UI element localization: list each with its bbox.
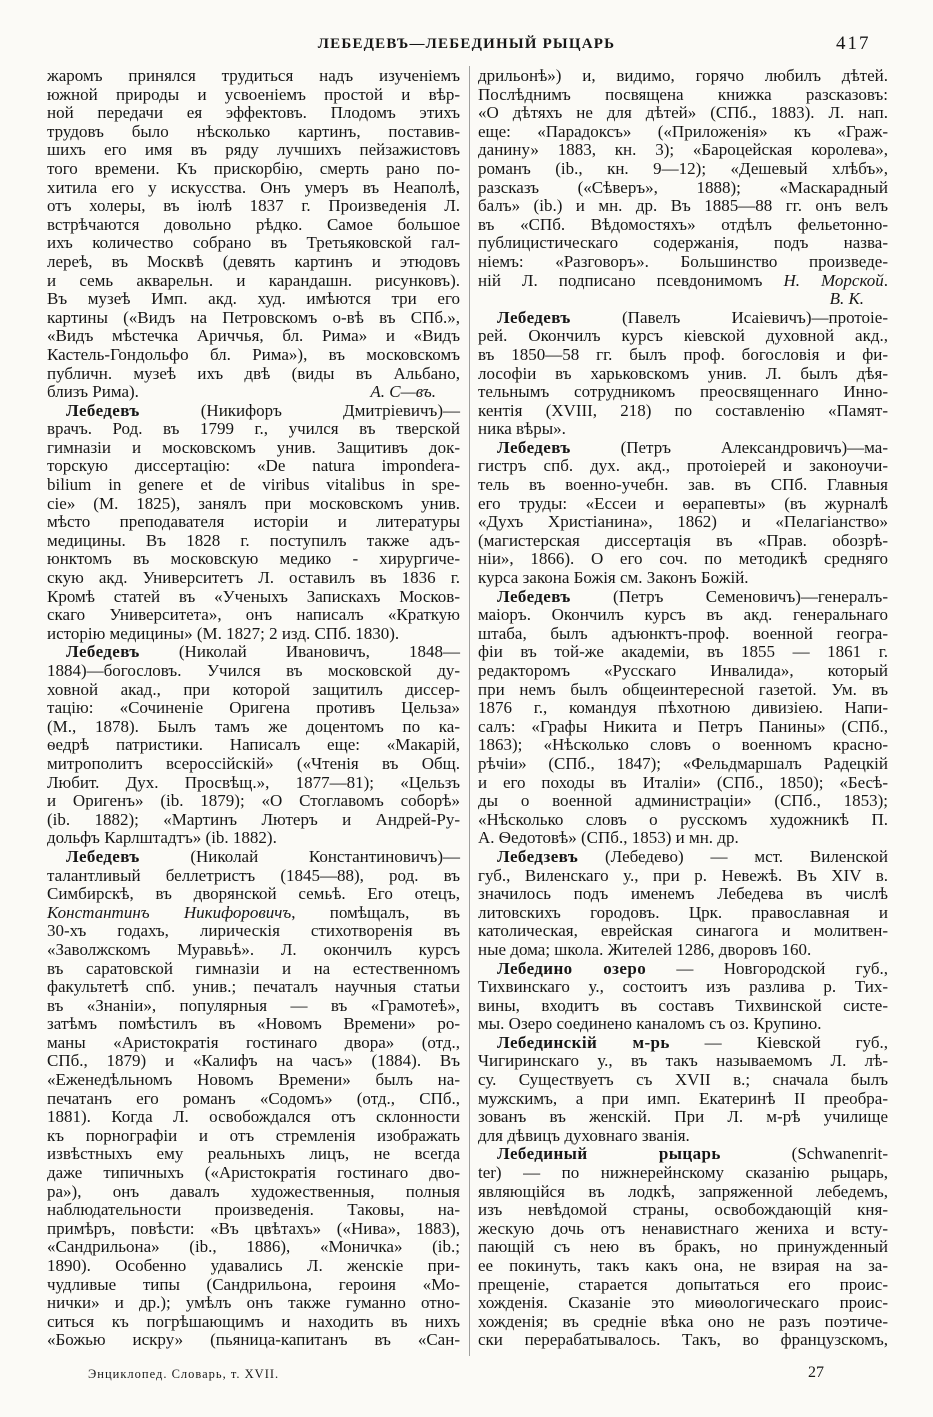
- text-line: лереѣ, въ Москвѣ (девять картинъ и этюдовъ: [47, 251, 460, 271]
- text-line: балъ» (ib.) и мн. др. Въ 1885—88 гг. онъ велъ: [478, 196, 888, 216]
- text-line: ховной акад., при которой защитилъ диссер-: [47, 679, 460, 699]
- text-line: нички» и др.); умѣлъ онъ также гуманно отно-: [47, 1293, 460, 1313]
- text-line: 1876 г., командуя пѣхотною дивизіею. Напи-: [478, 698, 888, 718]
- text-line: (магистерская диссертація въ «Прав. обозрѣ-: [478, 530, 888, 550]
- text-line: ника вѣры».: [478, 419, 566, 439]
- text-line: дрильонѣ») и, видимо, горячо любилъ дѣтей.: [478, 66, 888, 85]
- text-run: (Павелъ Исаіевичъ)—протоіе-: [570, 307, 888, 327]
- text-line: значилось подъ именемъ Лебедева въ числѣ: [478, 884, 888, 904]
- text-line: [47, 383, 460, 402]
- headword: Лебедевъ: [497, 437, 571, 457]
- text-line: жескую дочь отъ ненавистнаго жениха и всту-: [478, 1218, 888, 1238]
- text-line: су. Существуетъ съ XVII в.; сначала былъ: [478, 1070, 888, 1090]
- text-line: и семь акварельн. и карандашн. рисунковъ).: [47, 270, 460, 290]
- text-line: въ «Знаніи», популярныя — въ «Грамотеѣ»,: [47, 995, 460, 1015]
- text-line: и его походы въ Италіи» (СПб., 1850); «Бесѣ-: [478, 772, 888, 792]
- text-line: при немъ былъ общеинтересной газетой. Ум. въ: [478, 679, 888, 699]
- text-line: скую акд. Университетъ Л. оставилъ въ 1836 г.: [47, 568, 460, 588]
- column-divider: [469, 66, 470, 1356]
- text-line: тацію: «Сочиненіе Оригена противъ Цельза»: [47, 698, 460, 718]
- text-line: ситься къ погрѣшающимъ и находить въ нихъ: [47, 1311, 460, 1331]
- text-line: въ саратовской гимназіи и на естественномъ: [47, 958, 460, 978]
- text-line: 1863); «Нѣсколько словъ о военномъ красно-: [478, 735, 888, 755]
- text-line: ные дома; школа. Жителей 1286, дворовъ 160.: [478, 939, 812, 959]
- text-line: курса закона Божія см. Законъ Божій.: [478, 568, 749, 588]
- italic-name: Константинъ Никифоровичъ: [47, 902, 292, 922]
- text-line: 30-хъ годахъ, лирическія стихотворенія въ: [47, 921, 460, 941]
- text-line: исторію медицины» (М. 1827; 2 изд. СПб. 1830).: [47, 623, 400, 643]
- text-line: ды о военной администраціи» (СПб., 1853);: [478, 791, 888, 811]
- text-line: врачъ. Род. въ 1799 г., учился въ тверской: [47, 419, 460, 439]
- text-run: (Лебедево) — мст. Виленской: [578, 846, 888, 866]
- text-line: разсказъ («Сѣверъ», 1888); «Маскарадный: [478, 177, 888, 197]
- text-line: 1884)—богословъ. Учился въ московской ду-: [47, 661, 460, 680]
- text-run: (Петръ Семеновичъ)—генералъ-: [570, 586, 888, 606]
- text-line: печатанъ его романъ «Содомъ» (отд., СПб.,: [47, 1088, 460, 1108]
- text-line: мѣсто преподавателя исторіи и литературы: [47, 512, 460, 532]
- text-line: являющійся въ лодкѣ, запряженной лебедемъ,: [478, 1181, 888, 1201]
- text-line: СПб., 1879) и «Калифъ на часъ» (1884). Въ: [47, 1051, 460, 1071]
- text-run: (Никифоръ Дмитріевичъ)—: [139, 400, 460, 420]
- headword: Лебедевъ: [66, 642, 140, 662]
- text-line: романъ (ib., кн. 9—12); «Дешевый хлѣбъ»,: [478, 158, 888, 178]
- text-line: къ порнографіи и отъ стремленія изображать: [47, 1125, 460, 1145]
- text-line: изъ невѣдомой страны, освобождающій кня-: [478, 1200, 888, 1220]
- text-line: А. Ѳедотовѣ» (СПб., 1853) и мн. др.: [478, 828, 739, 848]
- text-line: штаба, былъ адъюнктъ-проф. военной геогра-: [478, 623, 888, 643]
- text-line: гимназіи и московскомъ унив. Защитивъ док-: [47, 437, 460, 457]
- text-run: (Николай Константиновичъ)—: [139, 846, 460, 866]
- text-line: «Сандрильона» (ib., 1886), «Моничка» (ib.;: [47, 1237, 460, 1257]
- article-entry: [478, 848, 888, 960]
- text-line: жаромъ принялся трудиться надъ изученіемъ: [47, 66, 460, 85]
- text-line: [478, 272, 888, 291]
- text-line: гистръ спб. дух. акд., протоіерей и законоучи-: [478, 456, 888, 476]
- text-line: рѣчіи» (СПб., 1847); «Фельдмаршалъ Радецкій: [478, 753, 888, 773]
- text-run: ній Л. подписано псевдонимомъ: [478, 270, 784, 290]
- text-line: и Оригенъ» (ib. 1879); «О Стоглавомъ соборѣ»: [47, 791, 460, 811]
- text-line: лософіи въ харьковскомъ унив. Л. былъ дѣя-: [478, 363, 888, 383]
- text-line: [47, 904, 460, 923]
- text-line: затѣмъ помѣстилъ въ «Новомъ Времени» ро-: [47, 1014, 460, 1034]
- text-line: Симбирскѣ, въ дворянской семьѣ. Его отецъ,: [47, 884, 460, 904]
- text-line: публичн. музеѣ ихъ двѣ (виды въ Альбано,: [47, 363, 460, 383]
- running-title: ЛЕБЕДЕВЪ—ЛЕБЕДИНЫЙ РЫЦАРЬ: [317, 36, 616, 52]
- text-line: въ 1850—58 гг. былъ проф. богословія и фи-: [478, 344, 888, 364]
- text-line: кентія (XVIII, 218) по составленію «Памят-: [478, 400, 888, 420]
- article-entry: [47, 643, 460, 848]
- text-line: картины («Видъ на Петровскомъ о-вѣ въ СПб.»,: [47, 307, 460, 327]
- page-number: 417: [836, 33, 871, 54]
- text-line: ной передачи ея эффектовъ. Плодомъ этихъ: [47, 103, 460, 123]
- text-line: «Божью искру» (пьяница-капитанъ въ «Сан-: [47, 1330, 460, 1350]
- text-line: чудливые типы (Сандрильона, героиня «Мо-: [47, 1274, 460, 1294]
- text-line: ски перерабатывалось. Такъ, во французскомъ,: [478, 1330, 888, 1350]
- text-line: Тихвинскаго у., состоитъ изъ разлива р. Тих-: [478, 977, 888, 997]
- text-line: Чигиринскаго у., въ такъ называемомъ Л. лѣ-: [478, 1051, 888, 1071]
- text-line: ра»), онъ давалъ художественныя, полныя: [47, 1181, 460, 1201]
- headword: Лебедевъ: [66, 846, 140, 866]
- text-line: рей. Окончилъ курсъ кіевской духовной акд.,: [478, 326, 888, 346]
- text-run: (Петръ Александровичъ)—ма-: [570, 437, 888, 457]
- text-line: прещеніе, старается допытаться его проис-: [478, 1274, 888, 1294]
- article-entry: [478, 67, 888, 309]
- text-line: Любит. Дух. Просвѣщ.», 1877—81); «Цельзъ: [47, 772, 460, 792]
- text-line: торскую диссертацію: «De natura imponderа-: [47, 456, 460, 476]
- text-line: [47, 402, 460, 421]
- text-line: хожденія. Сказаніе это миѳологическаго проис-: [478, 1293, 888, 1313]
- text-line: ter) — по нижнерейнскому сказанію рыцарь,: [478, 1163, 888, 1183]
- headword: Лебедзевъ: [497, 846, 579, 866]
- text-line: 1881). Когда Л. освобождался отъ склонности: [47, 1107, 460, 1127]
- text-line: Кромѣ статей въ «Ученыхъ Запискахъ Москов-: [47, 586, 460, 606]
- text-line: тельнымъ сотрудникомъ преосвященнаго Инно-: [478, 382, 888, 402]
- headword: Лебединскій м-рь: [497, 1032, 670, 1052]
- text-line: мы. Озеро соединено каналомъ съ оз. Крупино.: [478, 1014, 822, 1034]
- article-entry: [47, 402, 460, 644]
- text-line: встрѣчаются довольно рѣдко. Самое большое: [47, 214, 460, 234]
- text-line: «Еженедѣльномъ Новомъ Времени» былъ на-: [47, 1070, 460, 1090]
- text-line: [478, 1145, 888, 1164]
- text-line: «Нѣсколько словъ о русскомъ художникѣ П.: [478, 809, 888, 829]
- text-line: [478, 588, 888, 607]
- column-left: [47, 67, 460, 1350]
- text-line: «Видъ мѣстечка Ариччья, бл. Рима» и «Видъ: [47, 326, 460, 346]
- text-line: того времени. Къ прискорбію, смерть рано по-: [47, 158, 460, 178]
- text-line: пающій съ нею въ бракъ, но принужденный: [478, 1237, 888, 1257]
- text-line: мужскимъ, а при имп. Екатеринѣ II преобра-: [478, 1088, 888, 1108]
- text-line: 1890). Особенно удавались Л. женскіе при-: [47, 1256, 460, 1275]
- text-line: (ib. 1882); «Мартинъ Лютеръ и Андрей-Ру-: [47, 809, 460, 829]
- italic-name: Н. Морской: [783, 270, 884, 290]
- text-run: — Новгородской губ.,: [646, 958, 888, 978]
- article-entry: [478, 588, 888, 848]
- text-run: близъ Рима).: [47, 382, 139, 402]
- article-entry: [478, 1034, 888, 1146]
- text-line: вины, входитъ въ составъ Тихвинской систе-: [478, 995, 888, 1015]
- text-line: «О дѣтяхъ не для дѣтей» (СПб., 1883). Л. нап.: [478, 103, 888, 123]
- article-entry: [478, 960, 888, 1034]
- text-line: публицистическаго содержанія, подъ назва-: [478, 233, 888, 253]
- headword: Лебединый рыцарь: [497, 1144, 721, 1164]
- text-line: извѣстныхъ ему реальныхъ лицъ, не всегда: [47, 1144, 460, 1164]
- text-line: еще: «Парадоксъ» («Приложенія» къ «Граж-: [478, 121, 888, 141]
- text-line: дольфъ Карлштадтъ» (ib. 1882).: [47, 828, 277, 848]
- text-line: ніи», 1866). О его соч. по методикѣ средняго: [478, 549, 888, 569]
- text-line: [478, 960, 888, 979]
- text-line: ихъ количество собрано въ Третьяковской гал-: [47, 233, 460, 253]
- text-run: , помѣщалъ, въ: [291, 902, 460, 922]
- text-line: литовскихъ городовъ. Црк. православная и: [478, 902, 888, 922]
- text-line: [478, 309, 888, 328]
- text-line: трудовъ было нѣсколько картинъ, поставив-: [47, 121, 460, 141]
- text-line: хожденія; въ средніе вѣка оно не разъ поэтиче-: [478, 1311, 888, 1331]
- text-line: ѳедрѣ патристики. Написалъ еще: «Макарій,: [47, 735, 460, 755]
- text-line: «Духъ Христіанина», 1862) и «Пелагіанство»: [478, 512, 888, 532]
- text-line: [478, 439, 888, 458]
- text-line: данину» 1883, кн. 3); «Бароцейская королева»,: [478, 140, 888, 160]
- text-line: наблюдательности произведенія. Таковы, на-: [47, 1200, 460, 1220]
- text-run: (Николай Ивановичъ, 1848—: [139, 642, 460, 662]
- text-line: скаго Университета», онъ написалъ «Краткую: [47, 605, 460, 625]
- text-run: .: [883, 270, 888, 290]
- text-line: для дѣвицъ духовнаго званія.: [478, 1125, 690, 1145]
- column-right: [478, 67, 888, 1350]
- headword: Лебедевъ: [497, 307, 571, 327]
- headword: Лебедевъ: [66, 400, 140, 420]
- text-line: [478, 1034, 888, 1053]
- text-line: въ «СПб. Вѣдомостяхъ» отдѣлъ фельетонно-: [478, 214, 888, 234]
- text-line: Послѣднимъ посвящена книжка разсказовъ:: [478, 84, 888, 104]
- article-entry: [478, 309, 888, 439]
- text-line: южной природы и усвоеніемъ простой и вѣр-: [47, 84, 460, 104]
- text-line: даже типичныхъ («Аристократія гостинаго дво-: [47, 1163, 460, 1183]
- article-entry: [478, 439, 888, 588]
- text-line: фіи въ той-же академіи, въ 1855 — 1861 г.: [478, 642, 888, 662]
- text-line: тель въ военно-учебн. зав. въ СПб. Главныя: [478, 475, 888, 495]
- text-line: отъ холеры, въ іюлѣ 1837 г. Произведенія Л.: [47, 196, 460, 216]
- text-line: хитила его у искусства. Онъ умеръ въ Неаполѣ,: [47, 177, 460, 197]
- text-line: католическая, еврейская синагога и молитвен-: [478, 921, 888, 941]
- text-line: ніемъ: «Разговоръ». Большинство произведе-: [478, 251, 888, 271]
- text-line: губ., Виленскаго у., при р. Невежѣ. Въ XIV в.: [478, 865, 888, 885]
- text-line: (М., 1878). Былъ тамъ же доцентомъ по ка-: [47, 716, 460, 736]
- text-line: юнктомъ въ московскую медико - хирургиче-: [47, 549, 460, 569]
- article-entry: [478, 1145, 888, 1350]
- text-line: Кастель-Гондольфо бл. Рима»), въ московскомъ: [47, 344, 460, 364]
- text-line: [478, 290, 888, 309]
- text-line: примѣръ, повѣсти: «Въ цвѣтахъ» («Нива», 1883),: [47, 1218, 460, 1238]
- headword: Лебедевъ: [497, 586, 571, 606]
- text-line: медицины. Въ 1828 г. поступилъ также адъ-: [47, 530, 460, 550]
- headword: Лебедино озеро: [497, 958, 647, 978]
- text-line: редакторомъ «Русскаго Инвалида», который: [478, 661, 888, 680]
- text-line: cie» (M. 1825), занялъ при московскомъ унив.: [47, 493, 460, 513]
- text-line: митрополитъ всероссійскій» («Чтенія въ Общ.: [47, 753, 460, 773]
- text-line: [47, 643, 460, 662]
- author-signature: В. К.: [829, 289, 864, 309]
- text-run: (Schwanenrit-: [720, 1144, 888, 1164]
- sheet-number: 27: [808, 1364, 824, 1381]
- text-line: его труды: «Ессеи и ѳерапевты» (въ журналѣ: [478, 493, 888, 513]
- text-line: маны «Аристократія гостинаго двора» (отд.,: [47, 1032, 460, 1052]
- text-line: Въ музеѣ Имп. акд. худ. имѣются три его: [47, 289, 460, 309]
- text-line: салъ: «Графы Никита и Петръ Панины» (СПб.,: [478, 716, 888, 736]
- footer-imprint: Энциклопед. Словарь, т. XVII.: [88, 1367, 280, 1381]
- article-entry: [47, 848, 460, 1350]
- text-run: — Кіевской губ.,: [669, 1032, 888, 1052]
- text-line: ее покинуть, такъ какъ она, не взирая на за-: [478, 1256, 888, 1275]
- text-line: факультетѣ спб. унив.; печаталъ научныя статьи: [47, 977, 460, 997]
- text-line: [47, 848, 460, 867]
- text-line: «Заволжскомъ Муравьѣ». Л. окончилъ курсъ: [47, 939, 460, 959]
- text-line: шихъ его имя въ ряду лучшихъ пейзажистовъ: [47, 140, 460, 160]
- text-line: [478, 848, 888, 867]
- text-line: зованъ въ женскій. При Л. м-рѣ училище: [478, 1107, 888, 1127]
- text-line: bilium in genere et de viribus vitalibus in spe-: [47, 475, 460, 495]
- author-signature: А. С—въ.: [370, 382, 436, 402]
- text-line: маіоръ. Окончилъ курсъ въ акд. генеральнаго: [478, 605, 888, 625]
- article-entry: [47, 67, 460, 402]
- text-line: талантливый беллетристъ (1845—88), род. въ: [47, 865, 460, 885]
